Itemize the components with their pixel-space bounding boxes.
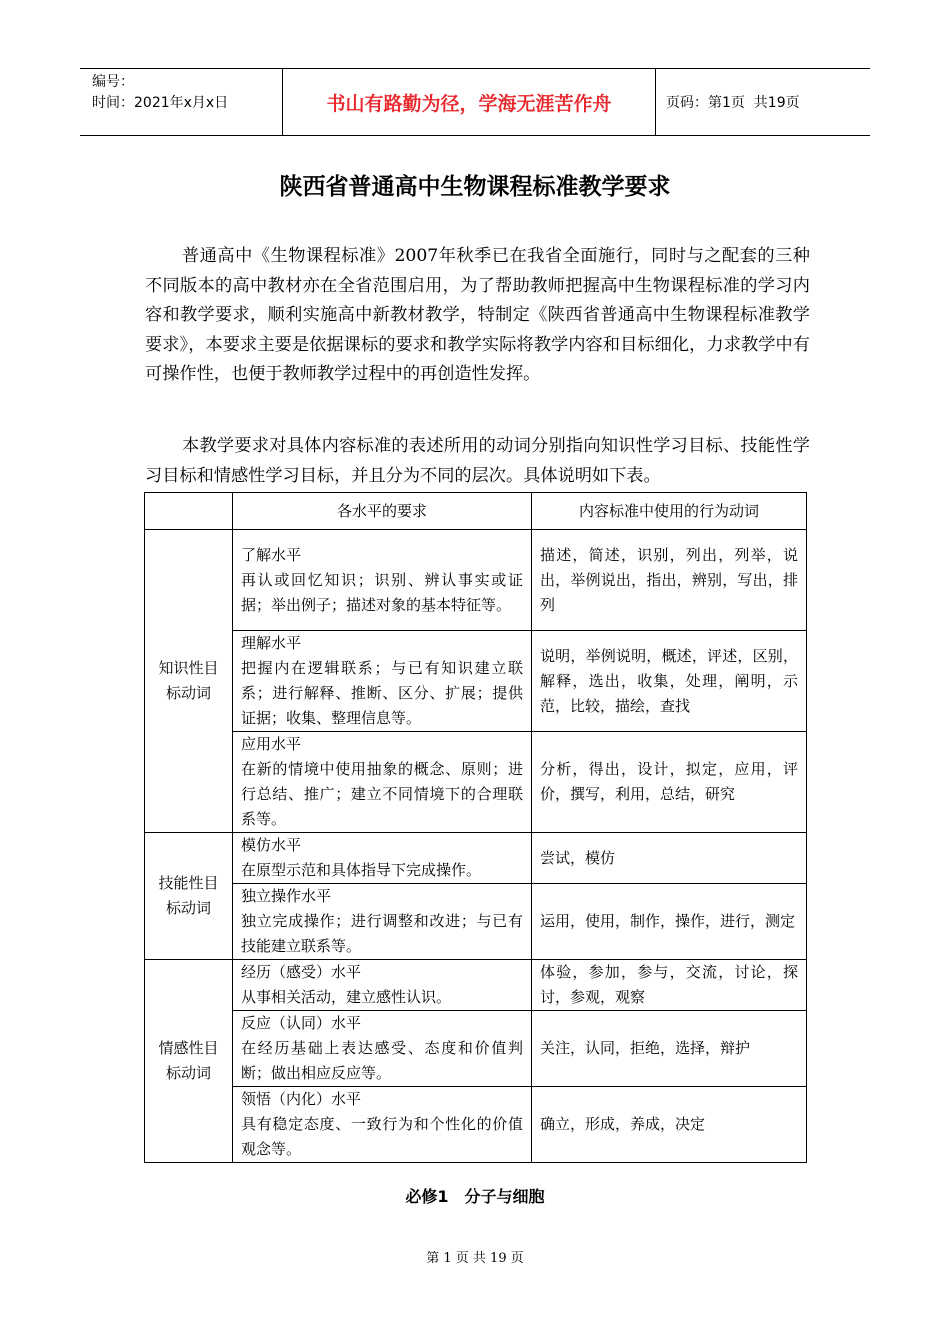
table-row <box>145 732 807 833</box>
page-info-text: 页码：第1页 共19页 <box>666 95 800 111</box>
level-cell <box>233 1011 532 1087</box>
verbs-cell: 分析，得出，设计，拟定，应用，评价，撰写，利用，总结，研究 <box>532 732 807 833</box>
table-row <box>145 960 807 1011</box>
level-desc: 具有稳定态度、一致行为和个性化的价值观念等。 <box>241 1115 523 1158</box>
verbs-cell: 关注，认同，拒绝，选择，辩护 <box>532 1011 807 1087</box>
category-cell: 情感性目标动词 <box>145 960 233 1163</box>
level-name: 反应（认同）水平 <box>241 1014 362 1032</box>
level-cell <box>233 833 532 884</box>
category-cell: 技能性目标动词 <box>145 833 233 960</box>
page-footer <box>0 1247 950 1266</box>
document-title: 陕西省普通高中生物课程标准教学要求 <box>279 174 671 200</box>
category-cell: 知识性目标动词 <box>145 530 233 833</box>
description-paragraph: 本教学要求对具体内容标准的表述所用的动词分别指向知识性学习目标、技能性学习目标和情感性学习目标，并且分为不同的层次。具体说明如下表。 <box>145 436 810 486</box>
verbs-cell: 体验，参加，参与，交流，讨论，探讨，参观，观察 <box>532 960 807 1011</box>
level-cell <box>233 732 532 833</box>
date-label: 时间：2021年x月x日 <box>92 95 229 111</box>
verbs-cell: 描述，简述，识别，列出，列举，说出，举例说出，指出，辨别，写出，排列 <box>532 530 807 631</box>
header-motto: 书山有路勤为径，学海无涯苦作舟 <box>282 69 656 135</box>
section-heading <box>0 1184 950 1207</box>
document-header <box>80 68 870 136</box>
level-name: 应用水平 <box>241 735 302 753</box>
level-desc: 在原型示范和具体指导下完成操作。 <box>241 861 482 879</box>
level-name: 了解水平 <box>241 545 302 564</box>
number-label: 编号： <box>92 74 134 90</box>
table-row <box>145 530 807 631</box>
level-name: 理解水平 <box>241 634 302 652</box>
header-page-info <box>656 69 870 135</box>
table-header-cell: 内容标准中使用的行为动词 <box>532 493 807 530</box>
verbs-cell: 说明，举例说明，概述，评述，区别，解释，选出，收集，处理，阐明，示范，比较，描绘，查找 <box>532 631 807 732</box>
verbs-cell: 尝试，模仿 <box>532 833 807 884</box>
level-desc: 在经历基础上表达感受、态度和价值判断；做出相应反应等。 <box>241 1039 523 1082</box>
level-desc: 从事相关活动，建立感性认识。 <box>241 988 452 1006</box>
verb-level-table <box>144 492 807 1163</box>
intro-paragraph: 普通高中《生物课程标准》2007年秋季已在我省全面施行，同时与之配套的三种不同版本的高中教材亦在全省范围启用，为了帮助教师把握高中生物课程标准的学习内容和教学要求，顺利实施高中新教材教学，特制定《陕西省普通高中生物课程标准教学要求》，本要求主要是依据课标的要求和教学实际将教学内容和目标细化，力求教学中有可操作性，也便于教师教学过程中的再创造性发挥。 <box>145 246 810 384</box>
verbs-cell: 确立，形成，养成，决定 <box>532 1087 807 1163</box>
table-header-row <box>145 493 807 530</box>
level-cell <box>233 530 532 631</box>
level-desc: 独立完成操作；进行调整和改进；与已有技能建立联系等。 <box>241 912 523 955</box>
table-header-cell: 各水平的要求 <box>233 493 532 530</box>
level-name: 独立操作水平 <box>241 887 332 905</box>
level-desc: 在新的情境中使用抽象的概念、原则；进行总结、推广；建立不同情境下的合理联系等。 <box>241 760 523 828</box>
level-cell <box>233 631 532 732</box>
table-row <box>145 631 807 732</box>
level-cell <box>233 884 532 960</box>
level-name: 经历（感受）水平 <box>241 963 362 981</box>
verbs-cell: 运用，使用，制作，操作，进行，测定 <box>532 884 807 960</box>
header-meta <box>80 69 282 135</box>
table-header-cell <box>145 493 233 530</box>
level-name: 模仿水平 <box>241 836 302 854</box>
level-cell <box>233 1087 532 1163</box>
level-cell <box>233 960 532 1011</box>
table-row <box>145 833 807 884</box>
table-row <box>145 884 807 960</box>
level-name: 领悟（内化）水平 <box>241 1090 362 1108</box>
table-row <box>145 1087 807 1163</box>
section-heading-text: 必修1 分子与细胞 <box>405 1187 545 1206</box>
level-desc: 再认或回忆知识；识别、辨认事实或证据；举出例子；描述对象的基本特征等。 <box>241 570 523 614</box>
footer-page-number: 第 1 页 共 19 页 <box>426 1251 524 1266</box>
table-row <box>145 1011 807 1087</box>
level-desc: 把握内在逻辑联系；与已有知识建立联系；进行解释、推断、区分、扩展；提供证据；收集、整理信息等。 <box>241 659 523 727</box>
